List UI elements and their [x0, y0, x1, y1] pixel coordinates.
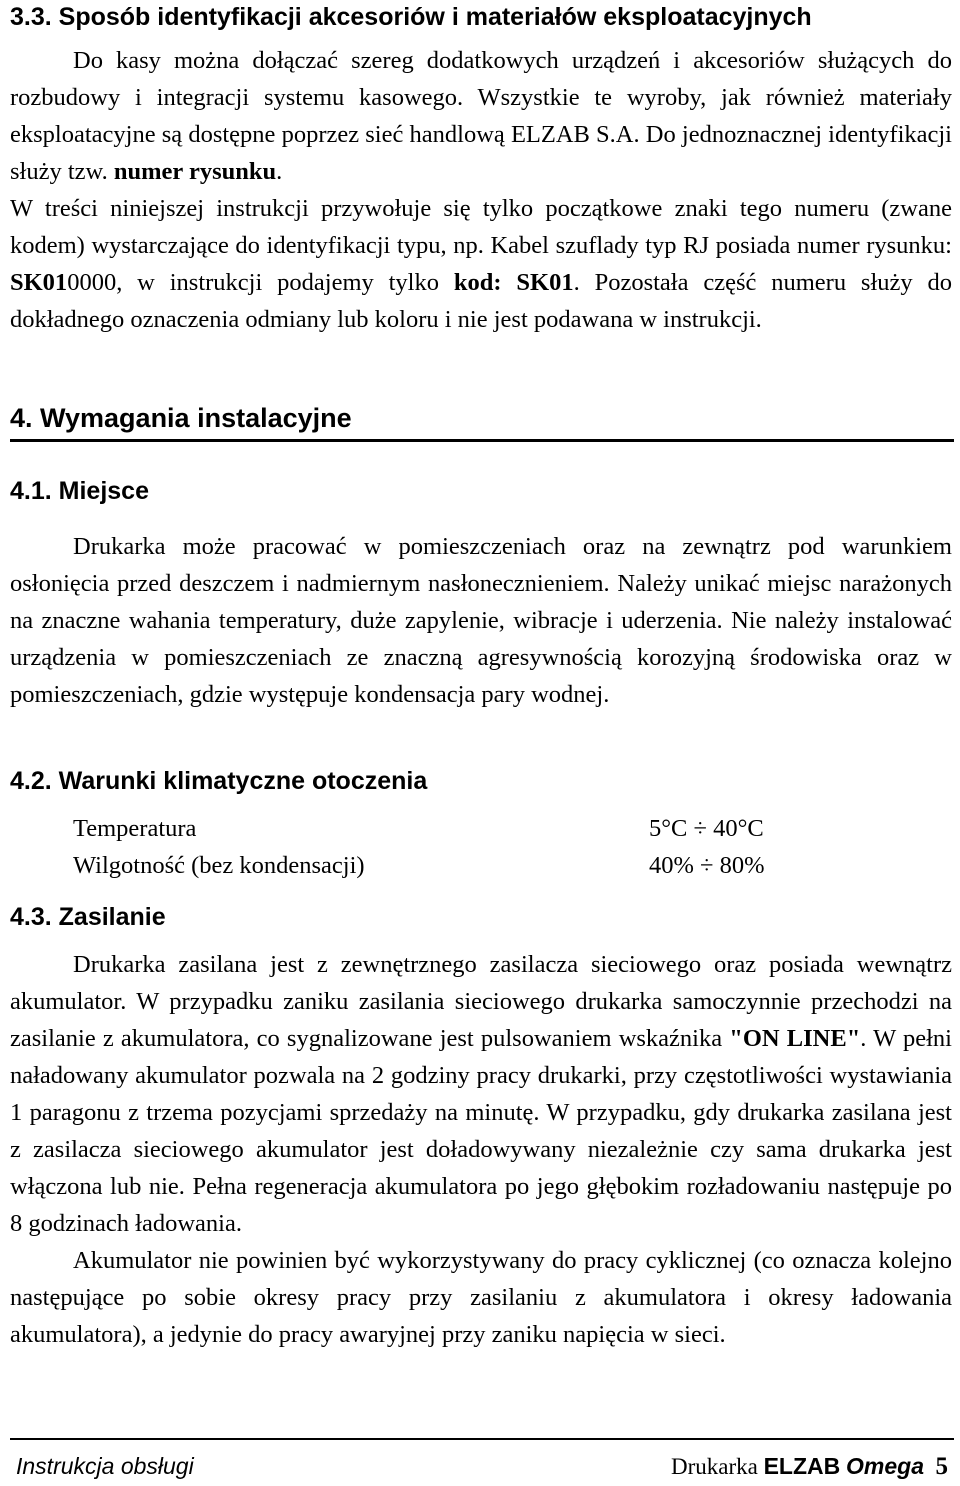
section-4-3-body	[10, 946, 952, 1353]
footer-brand: ELZAB	[763, 1453, 841, 1479]
section-4-3-p1-indicator: "ON LINE"	[729, 1025, 861, 1052]
section-4-1-body	[10, 528, 952, 713]
section-3-3-p2-tail: . Pozostała część numeru służy do dokładnego oznaczenia odmiany lub koloru i nie jest podawana w instrukcji.	[10, 269, 953, 333]
section-3-3-heading: 3.3. Sposób identyfikacji akcesoriów i materiałów eksploatacyjnych	[10, 3, 812, 31]
climate-label: Temperatura	[73, 815, 197, 842]
section-4-3-paragraph-1	[10, 946, 952, 1242]
page-number: 5	[935, 1453, 948, 1480]
section-3-3-p2-kod: kod: SK01	[453, 269, 574, 296]
section-3-3-p1-text: Do kasy można dołączać szereg dodatkowych urządzeń i akcesoriów służących do rozbudowy i integracji systemu kasowego. Wszystkie te wyroby, jak również materiały eksploatacyjne są dostępne poprzez sieć handlową ELZAB S.A. Do jednoznacznej identyfikacji służy tzw.	[10, 47, 952, 185]
footer-model: Omega	[846, 1453, 924, 1479]
section-3-3-p2-text: W treści niniejszej instrukcji przywołuje się tylko początkowe znaki tego numeru (zwane kodem) wystarczające do identyfikacji typu, np. Kabel szuflady typ RJ posiada numer rysunku:	[10, 195, 952, 259]
page-footer	[10, 1452, 952, 1484]
section-3-3-paragraph-1	[10, 42, 952, 190]
section-3-3-p1-term: numer rysunku	[113, 158, 277, 185]
climate-value: 5°C ÷ 40°C	[649, 815, 764, 842]
climate-row-temperature	[73, 810, 833, 847]
section-4-3-p1-tail: . W pełni naładowany akumulator pozwala na 2 godziny pracy drukarki, przy częstotliwości wystawiania 1 paragonu z trzema pozycjami sprzedaży na minutę. W przypadku, gdy drukarka zasilana jest z zasilacza sieciowego akumulator jest doładowywany niezależnie czy sama drukarka jest włączona lub nie. Pełna regeneracja akumulatora po jego głębokim rozładowaniu następuje po 8 godzinach ładowania.	[10, 1025, 952, 1237]
section-4-3-p1-text: Drukarka zasilana jest z zewnętrznego zasilacza sieciowego oraz posiada wewnątrz akumulator. W przypadku zaniku zasilania sieciowego drukarka samoczynnie przechodzi na zasilanie z akumulatora, co sygnalizowane jest pulsowaniem wskaźnika	[10, 951, 952, 1052]
footer-divider	[10, 1438, 954, 1440]
section-4-1-paragraph: Drukarka może pracować w pomieszczeniach oraz na zewnątrz pod warunkiem osłonięcia przed deszczem i nadmiernym nasłonecznieniem. Należy unikać miejsc narażonych na znaczne wahania temperatury, duże zapylenie, wibracje i uderzenia. Nie należy instalować urządzenia w pomieszczeniach ze znaczną agresywnością korozyjną środowiska oraz w pomieszczeniach, gdzie występuje kondensacja pary wodnej.	[10, 533, 952, 708]
climate-value: 40% ÷ 80%	[649, 852, 765, 879]
footer-product-prefix: Drukarka	[670, 1454, 764, 1479]
section-4-heading: 4. Wymagania instalacyjne	[10, 403, 352, 433]
section-3-3-paragraph-2	[10, 190, 952, 338]
document-page	[10, 0, 952, 1486]
section-4-3-heading: 4.3. Zasilanie	[10, 903, 166, 931]
climate-row-humidity	[73, 847, 833, 884]
footer-manual-title: Instrukcja obsługi	[16, 1453, 194, 1479]
section-3-3-p2-code-rest: 0000, w instrukcji podajemy tylko	[67, 269, 454, 296]
footer-product	[671, 1452, 948, 1481]
section-4-divider	[10, 439, 954, 442]
climate-label: Wilgotność (bez kondensacji)	[73, 852, 365, 879]
section-3-3-body	[10, 42, 952, 338]
section-3-3-p2-code: SK01	[10, 269, 68, 296]
section-4-3-paragraph-2: Akumulator nie powinien być wykorzystywany do pracy cyklicznej (co oznacza kolejno następujące po sobie okresy pracy przy zasilaniu z akumulatora i okresy ładowania akumulatora), a jedynie do pracy awaryjnej przy zaniku napięcia w sieci.	[10, 1247, 952, 1348]
section-3-3-p1-end: .	[276, 158, 283, 185]
section-4-1-heading: 4.1. Miejsce	[10, 477, 149, 505]
climate-conditions-table	[73, 810, 833, 884]
section-4-2-heading: 4.2. Warunki klimatyczne otoczenia	[10, 767, 428, 795]
